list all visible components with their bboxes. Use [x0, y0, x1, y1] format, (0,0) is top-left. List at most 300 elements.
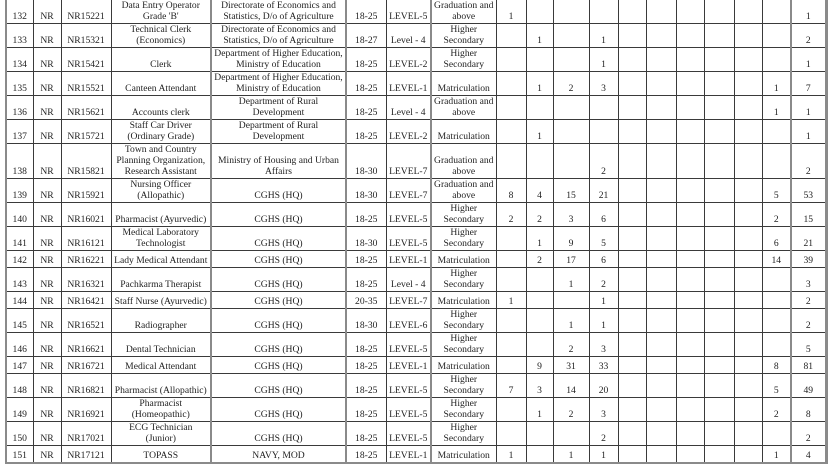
total-count-cell: 49 — [791, 374, 826, 398]
obc-count-cell — [553, 120, 589, 144]
table-row — [6, 120, 826, 144]
region-cell: NR — [33, 227, 61, 251]
vh-count-cell — [704, 120, 734, 144]
total-count-cell: 1 — [791, 48, 826, 72]
department-cell: CGHS (HQ) — [211, 251, 346, 268]
hh-count-cell — [646, 422, 676, 446]
age-limit-cell: 18-25 — [346, 422, 386, 446]
serial-number-cell: 143 — [6, 268, 33, 292]
serial-number-cell: 132 — [6, 0, 33, 24]
st-count-cell — [526, 333, 553, 357]
hh-count-cell — [646, 0, 676, 24]
sc-count-cell — [496, 72, 526, 96]
others-count-cell — [734, 446, 762, 464]
pay-level-cell: LEVEL-1 — [386, 251, 431, 268]
table-row — [6, 446, 826, 464]
post-code-cell: NR15421 — [61, 48, 111, 72]
hh-count-cell — [646, 268, 676, 292]
others-count-cell — [734, 48, 762, 72]
ur-count-cell: 3 — [589, 398, 618, 422]
ur-count-cell — [589, 96, 618, 120]
esm-count-cell — [762, 422, 791, 446]
sc-count-cell: 8 — [496, 179, 526, 203]
post-code-cell: NR16421 — [61, 292, 111, 309]
sc-count-cell — [496, 268, 526, 292]
post-code-cell: NR16021 — [61, 203, 111, 227]
sc-count-cell — [496, 24, 526, 48]
esm-count-cell: 2 — [762, 203, 791, 227]
serial-number-cell: 144 — [6, 292, 33, 309]
qualification-cell: Graduation and above — [431, 0, 496, 24]
pay-level-cell: Level - 4 — [386, 268, 431, 292]
ews-count-cell — [618, 251, 646, 268]
pay-level-cell: LEVEL-5 — [386, 227, 431, 251]
department-cell: Directorate of Economics and Statistics, D/o of Agriculture — [211, 0, 346, 24]
esm-count-cell: 8 — [762, 357, 791, 374]
ur-count-cell — [589, 0, 618, 24]
pay-level-cell: LEVEL-2 — [386, 120, 431, 144]
esm-count-cell — [762, 144, 791, 179]
post-code-cell: NR15221 — [61, 0, 111, 24]
oh-count-cell — [676, 72, 704, 96]
total-count-cell: 1 — [791, 0, 826, 24]
sc-count-cell: 7 — [496, 374, 526, 398]
serial-number-cell: 135 — [6, 72, 33, 96]
sc-count-cell — [496, 48, 526, 72]
department-cell: CGHS (HQ) — [211, 179, 346, 203]
age-limit-cell: 18-25 — [346, 398, 386, 422]
post-name-cell: Clerk — [111, 48, 211, 72]
total-count-cell: 53 — [791, 179, 826, 203]
pay-level-cell: LEVEL-1 — [386, 446, 431, 464]
oh-count-cell — [676, 333, 704, 357]
post-name-cell: Radiographer — [111, 309, 211, 333]
vh-count-cell — [704, 268, 734, 292]
table-body — [6, 0, 826, 463]
esm-count-cell: 14 — [762, 251, 791, 268]
post-name-cell: Dental Technician — [111, 333, 211, 357]
esm-count-cell — [762, 0, 791, 24]
serial-number-cell: 147 — [6, 357, 33, 374]
hh-count-cell — [646, 333, 676, 357]
total-count-cell: 81 — [791, 357, 826, 374]
vh-count-cell — [704, 179, 734, 203]
vh-count-cell — [704, 0, 734, 24]
obc-count-cell: 9 — [553, 227, 589, 251]
st-count-cell: 4 — [526, 179, 553, 203]
qualification-cell: Higher Secondary — [431, 268, 496, 292]
qualification-cell: Higher Secondary — [431, 422, 496, 446]
st-count-cell: 1 — [526, 24, 553, 48]
region-cell: NR — [33, 251, 61, 268]
table-row — [6, 179, 826, 203]
esm-count-cell — [762, 268, 791, 292]
ews-count-cell — [618, 144, 646, 179]
total-count-cell: 1 — [791, 96, 826, 120]
ews-count-cell — [618, 0, 646, 24]
oh-count-cell — [676, 24, 704, 48]
total-count-cell: 2 — [791, 309, 826, 333]
ur-count-cell: 1 — [589, 292, 618, 309]
oh-count-cell — [676, 227, 704, 251]
post-name-cell: Pharmacist (Homeopathic) — [111, 398, 211, 422]
sc-count-cell — [496, 227, 526, 251]
qualification-cell: Matriculation — [431, 446, 496, 464]
qualification-cell: Higher Secondary — [431, 48, 496, 72]
total-count-cell: 5 — [791, 333, 826, 357]
vh-count-cell — [704, 72, 734, 96]
oh-count-cell — [676, 120, 704, 144]
sc-count-cell — [496, 144, 526, 179]
department-cell: Directorate of Economics and Statistics, D/o of Agriculture — [211, 24, 346, 48]
esm-count-cell: 2 — [762, 398, 791, 422]
vh-count-cell — [704, 292, 734, 309]
department-cell: Department of Higher Education, Ministry of Education — [211, 48, 346, 72]
age-limit-cell: 18-25 — [346, 72, 386, 96]
serial-number-cell: 138 — [6, 144, 33, 179]
post-name-cell: Staff Car Driver (Ordinary Grade) — [111, 120, 211, 144]
others-count-cell — [734, 333, 762, 357]
serial-number-cell: 149 — [6, 398, 33, 422]
post-name-cell: Pharmacist (Ayurvedic) — [111, 203, 211, 227]
ur-count-cell: 21 — [589, 179, 618, 203]
age-limit-cell: 18-30 — [346, 309, 386, 333]
obc-count-cell: 1 — [553, 309, 589, 333]
vh-count-cell — [704, 48, 734, 72]
sc-count-cell — [496, 422, 526, 446]
ews-count-cell — [618, 309, 646, 333]
others-count-cell — [734, 24, 762, 48]
vh-count-cell — [704, 144, 734, 179]
ur-count-cell: 3 — [589, 333, 618, 357]
others-count-cell — [734, 0, 762, 24]
obc-count-cell: 31 — [553, 357, 589, 374]
table-row — [6, 251, 826, 268]
region-cell: NR — [33, 333, 61, 357]
sc-count-cell: 2 — [496, 203, 526, 227]
region-cell: NR — [33, 179, 61, 203]
oh-count-cell — [676, 292, 704, 309]
region-cell: NR — [33, 96, 61, 120]
age-limit-cell: 18-30 — [346, 144, 386, 179]
st-count-cell — [526, 292, 553, 309]
ur-count-cell: 20 — [589, 374, 618, 398]
ur-count-cell: 1 — [589, 48, 618, 72]
serial-number-cell: 142 — [6, 251, 33, 268]
others-count-cell — [734, 227, 762, 251]
pay-level-cell: LEVEL-6 — [386, 309, 431, 333]
qualification-cell: Matriculation — [431, 251, 496, 268]
department-cell: CGHS (HQ) — [211, 357, 346, 374]
ews-count-cell — [618, 268, 646, 292]
obc-count-cell — [553, 144, 589, 179]
st-count-cell: 1 — [526, 120, 553, 144]
age-limit-cell: 18-25 — [346, 333, 386, 357]
hh-count-cell — [646, 374, 676, 398]
pay-level-cell: LEVEL-5 — [386, 422, 431, 446]
ews-count-cell — [618, 96, 646, 120]
qualification-cell: Matriculation — [431, 72, 496, 96]
department-cell: CGHS (HQ) — [211, 309, 346, 333]
table-row — [6, 144, 826, 179]
region-cell: NR — [33, 422, 61, 446]
hh-count-cell — [646, 144, 676, 179]
age-limit-cell: 18-25 — [346, 446, 386, 464]
department-cell: NAVY, MOD — [211, 446, 346, 464]
st-count-cell — [526, 0, 553, 24]
obc-count-cell — [553, 0, 589, 24]
pay-level-cell: LEVEL-5 — [386, 398, 431, 422]
hh-count-cell — [646, 203, 676, 227]
department-cell: CGHS (HQ) — [211, 203, 346, 227]
obc-count-cell — [553, 292, 589, 309]
oh-count-cell — [676, 144, 704, 179]
serial-number-cell: 146 — [6, 333, 33, 357]
vh-count-cell — [704, 24, 734, 48]
serial-number-cell: 139 — [6, 179, 33, 203]
hh-count-cell — [646, 357, 676, 374]
esm-count-cell — [762, 333, 791, 357]
st-count-cell: 1 — [526, 398, 553, 422]
post-code-cell: NR15621 — [61, 96, 111, 120]
pay-level-cell: LEVEL-2 — [386, 48, 431, 72]
table-row — [6, 309, 826, 333]
oh-count-cell — [676, 0, 704, 24]
obc-count-cell: 2 — [553, 398, 589, 422]
department-cell: Department of Rural Development — [211, 96, 346, 120]
oh-count-cell — [676, 398, 704, 422]
oh-count-cell — [676, 374, 704, 398]
hh-count-cell — [646, 398, 676, 422]
department-cell: CGHS (HQ) — [211, 227, 346, 251]
age-limit-cell: 18-25 — [346, 120, 386, 144]
total-count-cell: 21 — [791, 227, 826, 251]
pay-level-cell: LEVEL-7 — [386, 292, 431, 309]
region-cell: NR — [33, 144, 61, 179]
ews-count-cell — [618, 203, 646, 227]
age-limit-cell: 18-27 — [346, 24, 386, 48]
table-row — [6, 0, 826, 24]
vh-count-cell — [704, 251, 734, 268]
esm-count-cell: 5 — [762, 374, 791, 398]
qualification-cell: Graduation and above — [431, 96, 496, 120]
pay-level-cell: LEVEL-5 — [386, 203, 431, 227]
others-count-cell — [734, 357, 762, 374]
ur-count-cell: 6 — [589, 203, 618, 227]
ur-count-cell: 2 — [589, 268, 618, 292]
hh-count-cell — [646, 24, 676, 48]
obc-count-cell: 2 — [553, 333, 589, 357]
st-count-cell — [526, 268, 553, 292]
total-count-cell: 2 — [791, 24, 826, 48]
age-limit-cell: 18-25 — [346, 268, 386, 292]
region-cell: NR — [33, 0, 61, 24]
qualification-cell: Matriculation — [431, 120, 496, 144]
hh-count-cell — [646, 96, 676, 120]
department-cell: CGHS (HQ) — [211, 333, 346, 357]
department-cell: CGHS (HQ) — [211, 374, 346, 398]
pay-level-cell: LEVEL-7 — [386, 144, 431, 179]
total-count-cell: 7 — [791, 72, 826, 96]
hh-count-cell — [646, 292, 676, 309]
ews-count-cell — [618, 398, 646, 422]
age-limit-cell: 20-35 — [346, 292, 386, 309]
st-count-cell: 3 — [526, 374, 553, 398]
ews-count-cell — [618, 179, 646, 203]
total-count-cell: 2 — [791, 144, 826, 179]
obc-count-cell: 1 — [553, 446, 589, 464]
post-code-cell: NR17021 — [61, 422, 111, 446]
ews-count-cell — [618, 227, 646, 251]
oh-count-cell — [676, 422, 704, 446]
post-code-cell: NR16921 — [61, 398, 111, 422]
post-name-cell: Data Entry Operator Grade 'B' — [111, 0, 211, 24]
others-count-cell — [734, 292, 762, 309]
total-count-cell: 1 — [791, 120, 826, 144]
obc-count-cell: 1 — [553, 268, 589, 292]
serial-number-cell: 133 — [6, 24, 33, 48]
qualification-cell: Matriculation — [431, 357, 496, 374]
ur-count-cell: 1 — [589, 446, 618, 464]
region-cell: NR — [33, 120, 61, 144]
age-limit-cell: 18-25 — [346, 357, 386, 374]
esm-count-cell: 1 — [762, 72, 791, 96]
oh-count-cell — [676, 48, 704, 72]
region-cell: NR — [33, 24, 61, 48]
pay-level-cell: LEVEL-5 — [386, 0, 431, 24]
age-limit-cell: 18-25 — [346, 48, 386, 72]
esm-count-cell: 6 — [762, 227, 791, 251]
obc-count-cell: 3 — [553, 203, 589, 227]
post-code-cell: NR16321 — [61, 268, 111, 292]
ews-count-cell — [618, 357, 646, 374]
hh-count-cell — [646, 179, 676, 203]
vacancy-table — [5, 0, 828, 464]
age-limit-cell: 18-25 — [346, 96, 386, 120]
sc-count-cell — [496, 333, 526, 357]
ur-count-cell — [589, 120, 618, 144]
hh-count-cell — [646, 227, 676, 251]
region-cell: NR — [33, 374, 61, 398]
vh-count-cell — [704, 357, 734, 374]
table-row — [6, 398, 826, 422]
post-name-cell: Medical Laboratory Technologist — [111, 227, 211, 251]
st-count-cell — [526, 96, 553, 120]
pay-level-cell: Level - 4 — [386, 24, 431, 48]
ur-count-cell: 5 — [589, 227, 618, 251]
post-code-cell: NR16121 — [61, 227, 111, 251]
oh-count-cell — [676, 357, 704, 374]
others-count-cell — [734, 398, 762, 422]
sc-count-cell — [496, 357, 526, 374]
post-name-cell: ECG Technician (Junior) — [111, 422, 211, 446]
sc-count-cell — [496, 309, 526, 333]
qualification-cell: Higher Secondary — [431, 333, 496, 357]
age-limit-cell: 18-30 — [346, 179, 386, 203]
obc-count-cell: 14 — [553, 374, 589, 398]
hh-count-cell — [646, 251, 676, 268]
post-name-cell: Town and Country Planning Organization, Research Assistant — [111, 144, 211, 179]
post-name-cell: Nursing Officer (Allopathic) — [111, 179, 211, 203]
table-row — [6, 72, 826, 96]
vh-count-cell — [704, 203, 734, 227]
serial-number-cell: 137 — [6, 120, 33, 144]
post-code-cell: NR16621 — [61, 333, 111, 357]
vh-count-cell — [704, 227, 734, 251]
st-count-cell: 2 — [526, 203, 553, 227]
others-count-cell — [734, 96, 762, 120]
total-count-cell: 3 — [791, 268, 826, 292]
pay-level-cell: LEVEL-5 — [386, 374, 431, 398]
ur-count-cell: 3 — [589, 72, 618, 96]
st-count-cell — [526, 48, 553, 72]
post-code-cell: NR16721 — [61, 357, 111, 374]
hh-count-cell — [646, 446, 676, 464]
others-count-cell — [734, 251, 762, 268]
age-limit-cell: 18-25 — [346, 0, 386, 24]
obc-count-cell: 2 — [553, 72, 589, 96]
total-count-cell: 4 — [791, 446, 826, 464]
post-name-cell: TOPASS — [111, 446, 211, 464]
post-name-cell: Pharmacist (Allopathic) — [111, 374, 211, 398]
region-cell: NR — [33, 398, 61, 422]
total-count-cell: 2 — [791, 292, 826, 309]
oh-count-cell — [676, 179, 704, 203]
sc-count-cell — [496, 251, 526, 268]
st-count-cell — [526, 422, 553, 446]
sc-count-cell — [496, 96, 526, 120]
serial-number-cell: 140 — [6, 203, 33, 227]
serial-number-cell: 136 — [6, 96, 33, 120]
obc-count-cell — [553, 422, 589, 446]
esm-count-cell — [762, 120, 791, 144]
qualification-cell: Higher Secondary — [431, 203, 496, 227]
post-code-cell: NR15721 — [61, 120, 111, 144]
pay-level-cell: LEVEL-1 — [386, 72, 431, 96]
sc-count-cell — [496, 120, 526, 144]
oh-count-cell — [676, 251, 704, 268]
serial-number-cell: 148 — [6, 374, 33, 398]
oh-count-cell — [676, 96, 704, 120]
ews-count-cell — [618, 24, 646, 48]
sc-count-cell: 1 — [496, 0, 526, 24]
others-count-cell — [734, 120, 762, 144]
others-count-cell — [734, 179, 762, 203]
post-code-cell: NR15321 — [61, 24, 111, 48]
qualification-cell: Higher Secondary — [431, 24, 496, 48]
region-cell: NR — [33, 48, 61, 72]
post-name-cell: Lady Medical Attendant — [111, 251, 211, 268]
others-count-cell — [734, 72, 762, 96]
region-cell: NR — [33, 268, 61, 292]
others-count-cell — [734, 144, 762, 179]
table-row — [6, 227, 826, 251]
hh-count-cell — [646, 72, 676, 96]
post-name-cell: Technical Clerk (Economics) — [111, 24, 211, 48]
table-row — [6, 48, 826, 72]
st-count-cell — [526, 309, 553, 333]
esm-count-cell — [762, 309, 791, 333]
age-limit-cell: 18-25 — [346, 251, 386, 268]
post-name-cell: Medical Attendant — [111, 357, 211, 374]
pay-level-cell: LEVEL-1 — [386, 357, 431, 374]
qualification-cell: Higher Secondary — [431, 227, 496, 251]
obc-count-cell: 15 — [553, 179, 589, 203]
table-row — [6, 96, 826, 120]
table-row — [6, 333, 826, 357]
total-count-cell: 2 — [791, 422, 826, 446]
region-cell: NR — [33, 309, 61, 333]
